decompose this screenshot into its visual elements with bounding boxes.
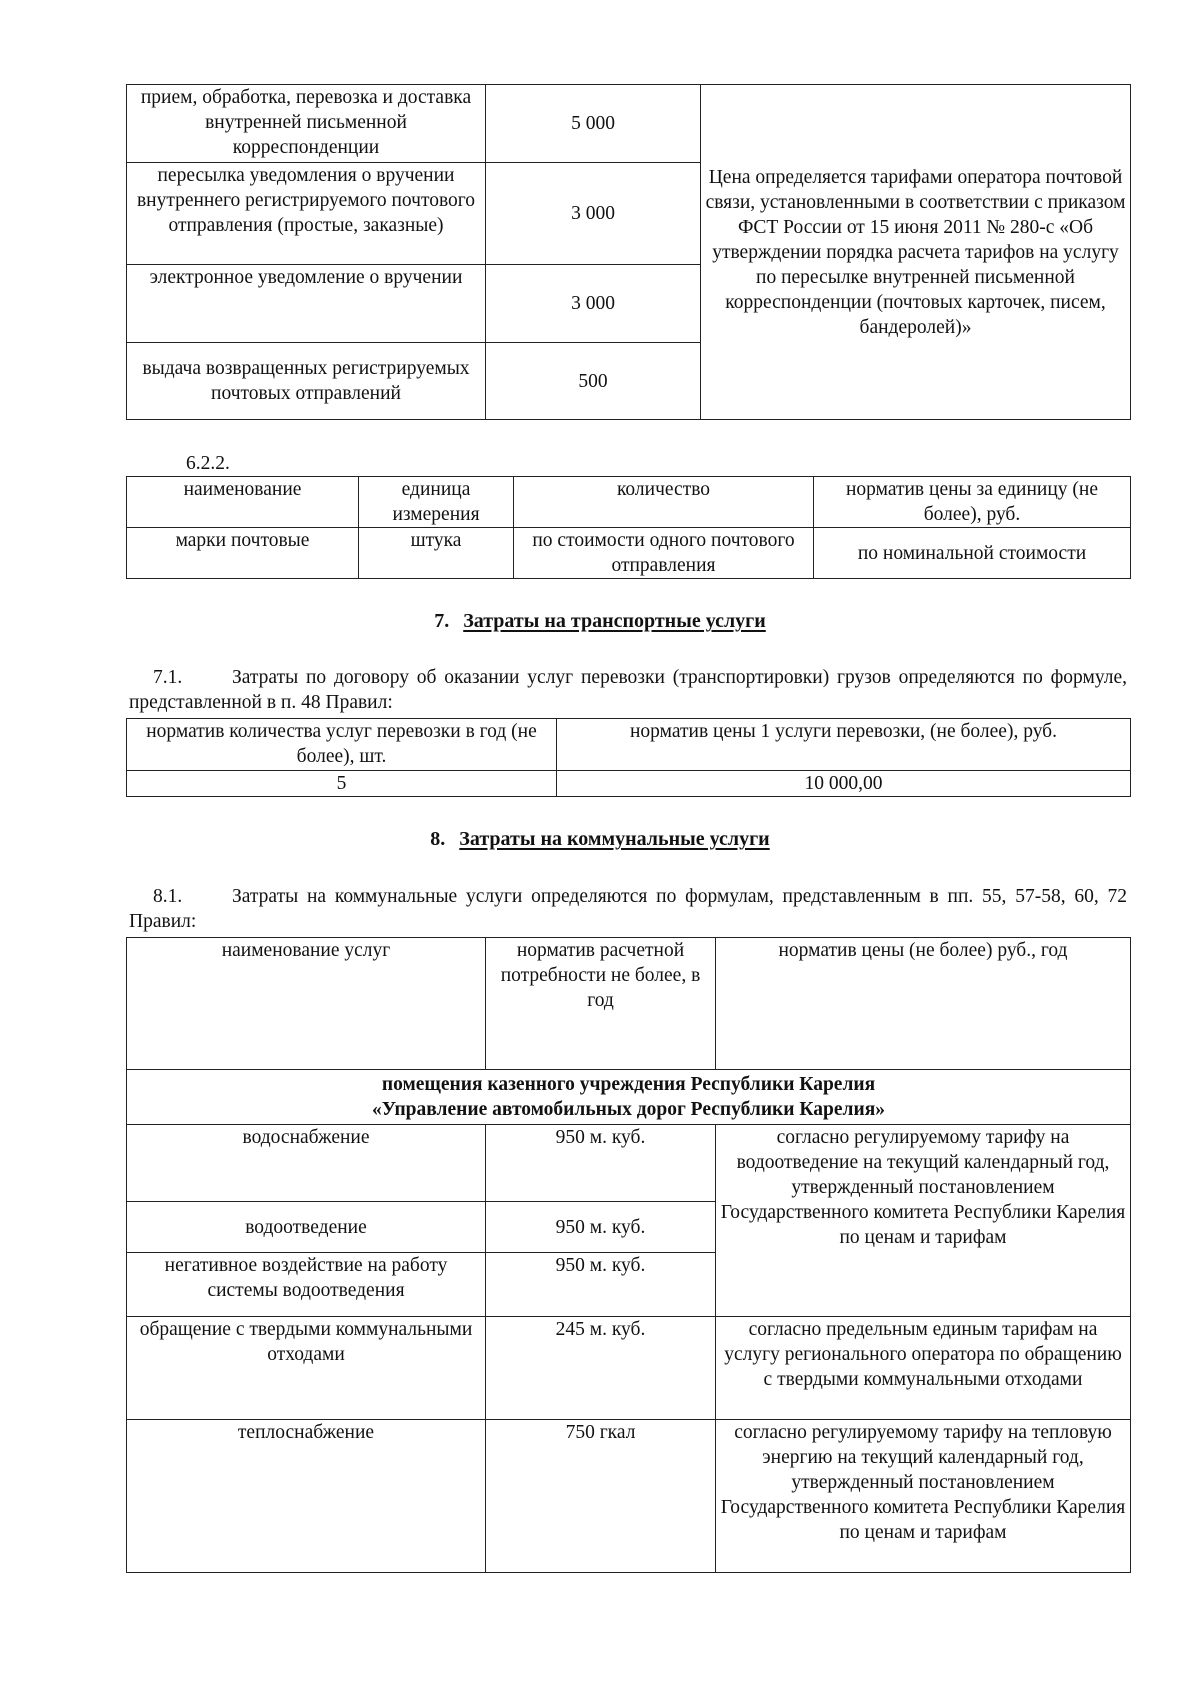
table-cell: штука <box>359 528 514 579</box>
utility-qty: 950 м. куб. <box>486 1253 716 1317</box>
column-header: норматив цены (не более) руб., год <box>716 938 1131 1070</box>
column-header: норматив цены за единицу (не более), руб. <box>814 477 1131 528</box>
paragraph-number: 7.1. <box>153 667 183 688</box>
postage-stamps-table <box>126 476 1131 579</box>
paragraph-text: Затраты на коммунальные услуги определяются по формулам, представленным в пп. 55, 57-58, 60, 72 Правил: <box>129 886 1127 932</box>
postal-services-table <box>126 84 1131 420</box>
column-header: количество <box>514 477 814 528</box>
postal-row-qty: 3 000 <box>486 265 701 343</box>
premises-title-line-2: «Управление автомобильных дорог Республики Карелия» <box>371 1099 886 1120</box>
utility-qty: 950 м. куб. <box>486 1202 716 1253</box>
utility-name: водоотведение <box>127 1202 486 1253</box>
column-header: норматив количества услуг перевозки в год (не более), шт. <box>127 719 557 771</box>
column-header: наименование услуг <box>127 938 486 1070</box>
paragraph-8-1 <box>129 884 1127 934</box>
postal-row-name: пересылка уведомления о вручении внутреннего регистрируемого почтового отправления (простые, заказные) <box>127 163 486 265</box>
postal-row-name: электронное уведомление о вручении <box>127 265 486 343</box>
utility-price: согласно предельным единым тарифам на услугу регионального оператора по обращению с твердыми коммунальными отходами <box>716 1317 1131 1420</box>
section-title: Затраты на транспортные услуги <box>463 610 766 632</box>
table-cell: 5 <box>127 771 557 797</box>
postal-row-qty: 3 000 <box>486 163 701 265</box>
column-header: наименование <box>127 477 359 528</box>
section-number: 8. <box>430 828 446 850</box>
table-cell: марки почтовые <box>127 528 359 579</box>
utility-qty: 750 гкал <box>486 1420 716 1573</box>
section-7-heading <box>0 609 1200 634</box>
postal-row-qty: 500 <box>486 343 701 420</box>
postal-price-note: Цена определяется тарифами оператора почтовой связи, установленными в соответствии с приказом ФСТ России от 15 июня 2011 № 280-с «Об утверждении порядка расчета тарифов на услугу по пересылке внутренней письменной корреспонденции (почтовых карточек, писем, бандеролей)» <box>701 85 1131 420</box>
postal-row-name: прием, обработка, перевозка и доставка внутренней письменной корреспонденции <box>127 85 486 163</box>
transport-table <box>126 718 1131 797</box>
section-title: Затраты на коммунальные услуги <box>459 828 770 850</box>
postal-row-qty: 5 000 <box>486 85 701 163</box>
table-cell: 10 000,00 <box>557 771 1131 797</box>
utility-name: негативное воздействие на работу системы водоотведения <box>127 1253 486 1317</box>
paragraph-number: 8.1. <box>153 886 183 907</box>
section-8-heading <box>0 827 1200 852</box>
table-cell: по номинальной стоимости <box>814 528 1131 579</box>
utility-price: согласно регулируемому тарифу на тепловую энергию на текущий календарный год, утвержденный постановлением Государственного комитета Республики Карелия по ценам и тарифам <box>716 1420 1131 1573</box>
section-number: 7. <box>434 610 450 632</box>
column-header: норматив расчетной потребности не более, в год <box>486 938 716 1070</box>
paragraph-text: Затраты по договору об оказании услуг перевозки (транспортировки) грузов определяются по формуле, представленной в п. 48 Правил: <box>129 667 1127 713</box>
utility-qty: 950 м. куб. <box>486 1125 716 1202</box>
paragraph-7-1 <box>129 665 1127 715</box>
utility-name: обращение с твердыми коммунальными отходами <box>127 1317 486 1420</box>
utility-name: водоснабжение <box>127 1125 486 1202</box>
utility-qty: 245 м. куб. <box>486 1317 716 1420</box>
column-header: единица измерения <box>359 477 514 528</box>
water-price-note: согласно регулируемому тарифу на водоотведение на текущий календарный год, утвержденный постановлением Государственного комитета Республики Карелия по ценам и тарифам <box>716 1125 1131 1317</box>
table-cell: по стоимости одного почтового отправления <box>514 528 814 579</box>
premises-group-header <box>127 1070 1131 1125</box>
premises-title-line-1: помещения казенного учреждения Республики Карелия <box>381 1074 876 1095</box>
postal-row-name: выдача возвращенных регистрируемых почтовых отправлений <box>127 343 486 420</box>
section-number-6-2-2: 6.2.2. <box>186 453 230 474</box>
utilities-table <box>126 937 1131 1573</box>
utility-name: теплоснабжение <box>127 1420 486 1573</box>
column-header: норматив цены 1 услуги перевозки, (не более), руб. <box>557 719 1131 771</box>
